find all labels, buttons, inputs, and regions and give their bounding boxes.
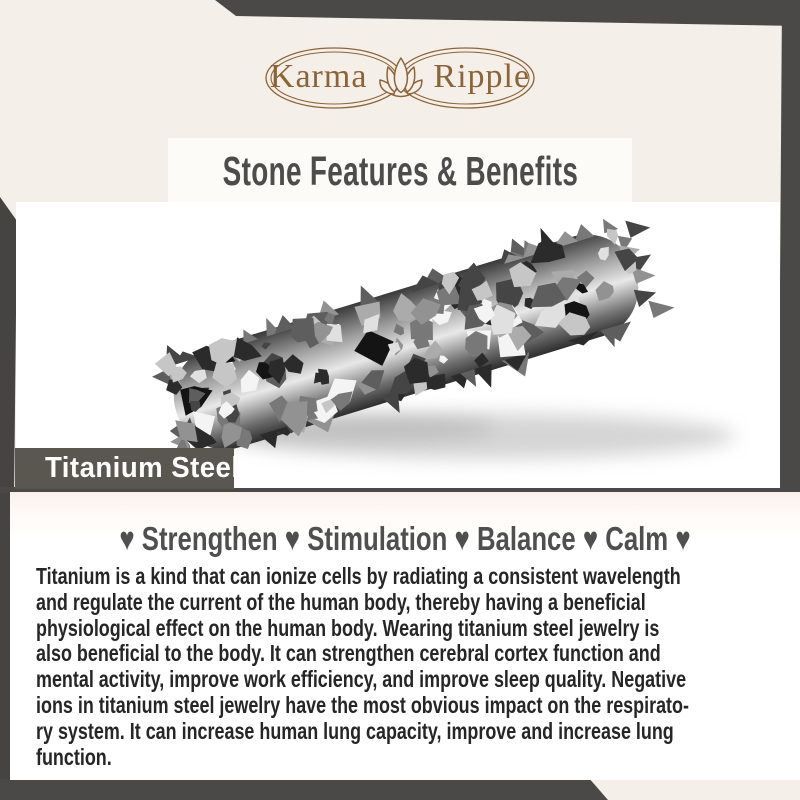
title-band <box>168 138 632 204</box>
paragraph-line: physiological effect on the human body. Wearing titanium steel jewelry is <box>36 614 660 641</box>
brand-name <box>270 54 530 100</box>
benefits-heading: ♥ Strengthen ♥ Stimulation ♥ Balance ♥ Calm ♥ <box>119 520 691 557</box>
paragraph-line: ions in titanium steel jewelry have the most obvious impact on the respirato- <box>36 691 689 718</box>
stone-name-text: Titanium Steel <box>45 452 240 484</box>
paragraph-line: function. <box>36 743 112 770</box>
brand-word-left: Karma <box>269 58 368 95</box>
titanium-steel-crystal-image <box>16 202 780 488</box>
paragraph-line: mental activity, improve work efficiency, and improve sleep quality. Negative <box>36 666 687 693</box>
brand-logo <box>0 38 800 116</box>
brand-word-right: Ripple <box>433 58 531 95</box>
benefits-panel <box>10 492 800 780</box>
paragraph-line: Titanium is a kind that can ionize cells by radiating a consistent wavelength <box>36 563 681 589</box>
paragraph-line: and regulate the current of the human body, thereby having a beneficial <box>36 588 646 615</box>
top-edge-accent <box>215 0 800 26</box>
stone-photo-panel <box>16 202 780 488</box>
bottom-edge-accent <box>0 777 608 800</box>
benefits-paragraph <box>36 564 800 770</box>
paragraph-line: ry system. It can increase human lung capacity, improve and increase lung <box>36 717 674 744</box>
stone-name-label <box>15 448 240 489</box>
lotus-icon <box>377 54 423 100</box>
paragraph-line: also beneficial to the body. It can strengthen cerebral cortex function and <box>36 640 661 667</box>
page-title: Stone Features & Benefits <box>222 147 578 194</box>
